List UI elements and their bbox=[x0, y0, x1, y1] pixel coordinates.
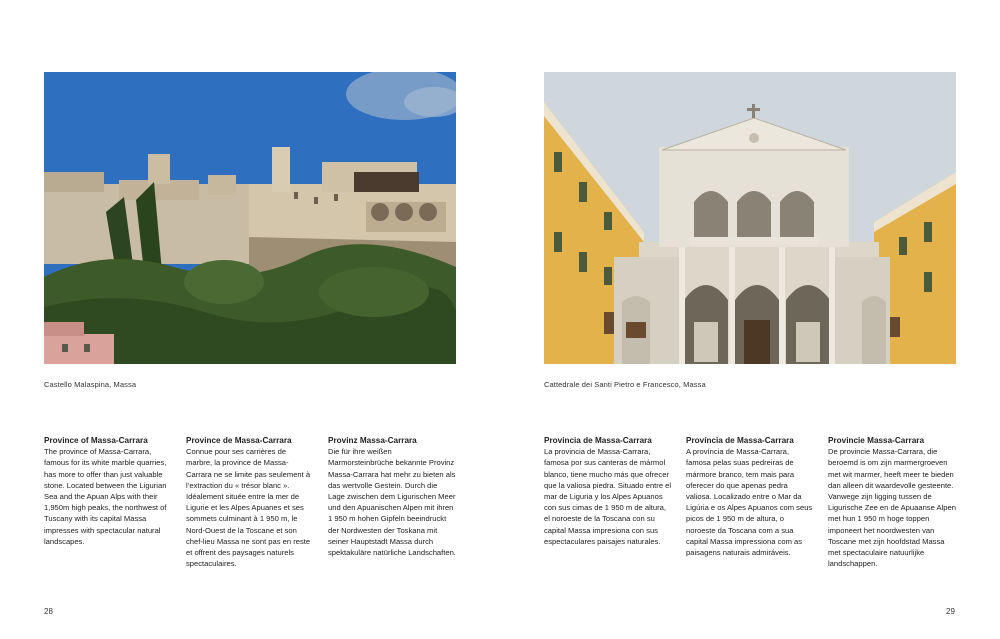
caption-castle: Castello Malaspina, Massa bbox=[44, 380, 137, 389]
text-column-fr bbox=[186, 435, 314, 569]
body-nl: De provincie Massa-Carrara, die beroemd is om zijn marmergroeven met wit marmer, heeft meer te bieden dan alleen dit waardevolle gesteente. Vanwege zijn ligging tussen de Ligurische Zee en de Apuaanse Alpen met hun 1 950 m hoge toppen imponeert het noordwesten van Toscane met zijn hoofdstad Massa met spectaculaire natuurlijke landschappen. bbox=[828, 447, 956, 569]
heading-en: Province of Massa-Carrara bbox=[44, 436, 148, 445]
page-number-left: 28 bbox=[44, 607, 53, 616]
text-column-en bbox=[44, 435, 172, 547]
body-fr: Connue pour ses carrières de marbre, la province de Massa-Carrara ne se limite pas seulement à l’extraction du « trésor blanc ». Idéalement située entre la mer de Ligurie et les Alpes Apuanes et ses sommets culminant à 1 950 m, le Nord-Ouest de la Toscane et son chef-lieu Massa ne sont pas en reste et offrent des paysages naturels spectaculaires. bbox=[186, 447, 311, 569]
cathedral-photo bbox=[544, 72, 956, 364]
text-column-de bbox=[328, 435, 456, 558]
text-column-es bbox=[544, 435, 672, 547]
text-column-nl bbox=[828, 435, 956, 569]
castle-photo bbox=[44, 72, 456, 364]
caption-cathedral: Cattedrale dei Santi Pietro e Francesco, Massa bbox=[544, 380, 706, 389]
cathedral-illustration bbox=[544, 72, 956, 364]
heading-es: Provincia de Massa-Carrara bbox=[544, 436, 652, 445]
body-de: Die für ihre weißen Marmorsteinbrüche bekannte Provinz Massa-Carrara hat mehr zu bieten als das wertvolle Gestein. Durch die Lage zwischen dem Ligurischen Meer und den Apuanischen Alpen mit ihren 1 950 m hohen Gipfeln beeindruckt der Nordwesten der Toskana mit seiner Hauptstadt Massa durch spektakuläre natürliche Landschaften. bbox=[328, 447, 456, 558]
body-en: The province of Massa-Carrara, famous for its white marble quarries, has more to offer than just valuable stone. Located between the Ligurian Sea and the Apuan Alps with their 1,950m high peaks, the northwest of Tuscany with its capital Massa impresses with spectacular natural landscapes. bbox=[44, 447, 167, 546]
castle-illustration bbox=[44, 72, 456, 364]
body-es: La provincia de Massa-Carrara, famosa por sus canteras de mármol blanco, tiene mucho más que ofrecer que la valiosa piedra. Situado entre el mar de Liguria y los Alpes Apuanos con sus cimas de 1 950 m de altura, el noroeste de la Toscana con su capital Massa impresiona con sus espectaculares paisajes naturales. bbox=[544, 447, 672, 546]
heading-de: Provinz Massa-Carrara bbox=[328, 436, 417, 445]
heading-fr: Province de Massa-Carrara bbox=[186, 436, 292, 445]
heading-nl: Provincie Massa-Carrara bbox=[828, 436, 925, 445]
body-pt: A província de Massa-Carrara, famosa pelas suas pedreiras de mármore branco, tem mais para oferecer do que apenas pedra valiosa. Localizado entre o Mar da Ligúria e os Alpes Apuanos com seus picos de 1 950 m de altura, o noroeste da Toscana com a sua capital Massa impressiona com as paisagens naturais admiráveis. bbox=[686, 447, 813, 558]
text-column-pt bbox=[686, 435, 814, 558]
heading-pt: Província de Massa-Carrara bbox=[686, 436, 794, 445]
page-number-right: 29 bbox=[946, 607, 955, 616]
